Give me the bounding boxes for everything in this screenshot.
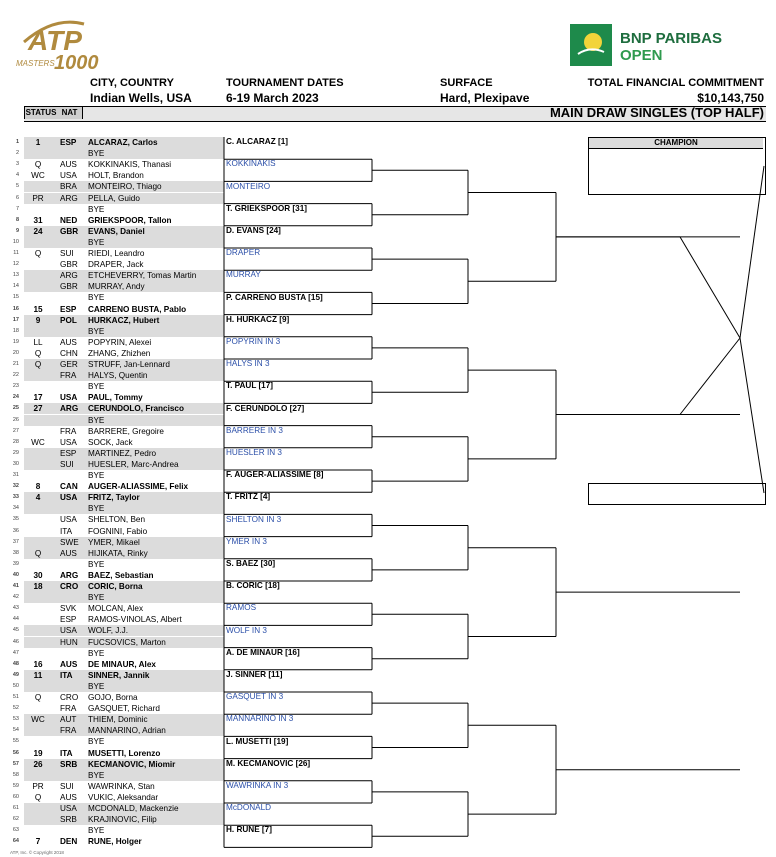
entry-player-name: GOJO, Borna: [88, 693, 138, 702]
entry-player-name: WOLF, J.J.: [88, 626, 129, 636]
bnp-logo-line1: BNP PARIBAS: [620, 30, 722, 47]
round2-winner: D. EVANS [24]: [226, 225, 281, 235]
round2-winner[interactable]: KOKKINAKIS: [226, 159, 276, 169]
champion-label: CHAMPION: [589, 138, 763, 149]
draw-position: 44: [12, 616, 19, 623]
dates-label: TOURNAMENT DATES: [226, 77, 344, 89]
entry-status: Q: [34, 249, 42, 258]
draw-position: 22: [12, 372, 19, 379]
entry-nationality: CRO: [60, 582, 79, 591]
draw-position: 57: [12, 760, 19, 767]
draw-position: 2: [15, 150, 19, 157]
draw-position: 62: [12, 816, 19, 823]
entry-nationality: SWE: [60, 537, 79, 547]
draw-position: 25: [12, 405, 19, 412]
round2-winner: B. CORIC [18]: [226, 581, 280, 591]
draw-position: 3: [15, 161, 19, 168]
bracket-line: [740, 338, 764, 493]
city-label: CITY, COUNTRY: [90, 77, 174, 89]
draw-position: 58: [12, 771, 19, 778]
entry-nationality: USA: [60, 437, 77, 447]
draw-position: 12: [12, 261, 19, 268]
entry-status: 4: [35, 493, 41, 503]
round2-winner[interactable]: WOLF IN 3: [226, 625, 267, 635]
draw-position: 45: [12, 627, 19, 634]
entry-player-name: MONTEIRO, Thiago: [88, 182, 162, 192]
draw-position: 38: [12, 549, 19, 556]
entry-player-name: EVANS, Daniel: [88, 226, 145, 236]
entry-status: Q: [34, 693, 42, 702]
round2-winner[interactable]: BARRERE IN 3: [226, 425, 283, 435]
entry-status: PR: [32, 193, 44, 203]
round2-winner: L. MUSETTI [19]: [226, 736, 289, 746]
draw-title: MAIN DRAW SINGLES (TOP HALF): [549, 105, 764, 120]
draw-position: 23: [12, 383, 19, 390]
entry-player-name: BYE: [88, 559, 105, 569]
draw-position: 4: [15, 172, 19, 179]
draw-position: 26: [12, 416, 19, 423]
entry-nationality: ITA: [60, 526, 73, 536]
entry-player-name: SHELTON, Ben: [88, 515, 146, 525]
entry-status: 1: [35, 138, 41, 147]
entry-player-name: BYE: [88, 415, 105, 425]
entry-player-name: KOKKINAKIS, Thanasi: [88, 160, 172, 170]
footer-copyright: ATP, Inc. © Copyright 2018: [10, 850, 64, 855]
draw-position: 51: [12, 694, 19, 700]
entry-nationality: FRA: [60, 726, 77, 736]
entry-player-name: KECMANOVIC, Miomir: [88, 759, 176, 769]
entry-player-name: THIEM, Dominic: [88, 715, 148, 725]
entry-status: PR: [32, 781, 44, 791]
entry-player-name: BARRERE, Gregoire: [88, 426, 164, 436]
entry-status: 31: [33, 215, 43, 225]
entry-nationality: FRA: [60, 704, 77, 714]
entry-player-name: CERUNDOLO, Francisco: [88, 404, 184, 414]
entry-status: 26: [33, 759, 43, 769]
entry-nationality: BRA: [60, 182, 77, 192]
entry-player-name: BYE: [88, 293, 105, 303]
draw-position: 15: [12, 294, 19, 301]
draw-position: 42: [12, 594, 19, 601]
draw-position: 7: [15, 205, 19, 212]
entry-nationality: USA: [60, 171, 77, 181]
draw-position: 1: [15, 139, 19, 145]
entry-status: Q: [34, 348, 42, 358]
draw-position: 47: [12, 649, 19, 656]
round2-winner[interactable]: WAWRINKA IN 3: [226, 780, 289, 790]
entry-player-name: SOCK, Jack: [88, 437, 133, 447]
round2-winner[interactable]: McDONALD: [226, 803, 272, 813]
entry-nationality: SRB: [60, 759, 78, 769]
bracket-line: [680, 338, 740, 415]
entry-player-name: GRIEKSPOOR, Tallon: [88, 215, 172, 225]
draw-position: 9: [15, 227, 19, 234]
round2-winner[interactable]: SHELTON IN 3: [226, 514, 282, 524]
entry-status: 30: [33, 570, 43, 580]
round2-winner: F. AUGER-ALIASSIME [8]: [226, 470, 324, 480]
draw-position: 19: [12, 338, 19, 345]
draw-position: 53: [12, 716, 19, 723]
draw-position: 27: [12, 427, 19, 434]
entry-player-name: ETCHEVERRY, Tomas Martin: [88, 271, 197, 281]
draw-position: 33: [12, 494, 19, 501]
draw-position: 8: [15, 216, 19, 223]
entry-player-name: VUKIC, Aleksandar: [88, 792, 159, 802]
draw-position: 34: [12, 505, 19, 512]
entry-player-name: DRAPER, Jack: [88, 260, 144, 270]
draw-position: 32: [12, 483, 19, 490]
draw-position: 14: [12, 283, 19, 290]
entry-player-name: DE MINAUR, Alex: [88, 659, 156, 669]
draw-position: 30: [12, 460, 19, 467]
draw-position: 11: [13, 250, 19, 256]
entry-nationality: SUI: [60, 459, 74, 469]
entry-player-name: HUESLER, Marc-Andrea: [88, 459, 179, 469]
draw-position: 35: [12, 516, 19, 523]
entry-nationality: ARG: [60, 570, 79, 580]
draw-position: 18: [12, 327, 19, 334]
draw-position: 39: [12, 560, 19, 567]
draw-position: 20: [12, 349, 19, 356]
draw-position: 59: [12, 782, 19, 789]
draw-position: 5: [15, 183, 19, 190]
entry-nationality: AUS: [60, 337, 77, 347]
status-column-header: STATUS: [25, 108, 57, 117]
entry-player-name: BAEZ, Sebastian: [88, 570, 154, 580]
entry-player-name: GASQUET, Richard: [88, 704, 160, 714]
entry-nationality: USA: [60, 493, 78, 503]
atp-logo-1000-text: 1000: [54, 52, 99, 74]
entry-nationality: ESP: [60, 448, 77, 458]
entry-nationality: NED: [60, 215, 78, 225]
entry-status: 7: [35, 837, 41, 847]
draw-position: 55: [12, 738, 19, 745]
entry-player-name: CORIC, Borna: [88, 582, 143, 591]
draw-position: 37: [12, 538, 19, 545]
entry-status: 17: [33, 393, 43, 403]
entry-player-name: BYE: [88, 770, 105, 780]
round2-winner: T. FRITZ [4]: [226, 492, 271, 502]
entry-nationality: CAN: [60, 482, 78, 492]
draw-position: 43: [12, 605, 19, 612]
entry-status: 18: [33, 582, 43, 591]
entry-status: Q: [34, 792, 42, 802]
entry-player-name: YMER, Mikael: [88, 537, 140, 547]
draw-position: 28: [12, 438, 19, 445]
entry-nationality: AUS: [60, 659, 78, 669]
round2-winner[interactable]: MURRAY: [226, 270, 261, 280]
entry-status: 8: [35, 482, 41, 492]
entry-nationality: ESP: [60, 304, 77, 314]
entry-nationality: CHN: [60, 348, 78, 358]
entry-nationality: SUI: [60, 781, 74, 791]
entry-player-name: RAMOS-VINOLAS, Albert: [88, 615, 182, 625]
nat-column-header: NAT: [57, 107, 83, 119]
entry-player-name: BYE: [88, 826, 105, 836]
entry-nationality: SVK: [60, 604, 77, 614]
draw-position: 48: [12, 660, 19, 667]
entry-player-name: HIJIKATA, Rinky: [88, 548, 148, 558]
entry-nationality: FRA: [60, 426, 77, 436]
entry-status: 15: [33, 304, 43, 314]
entry-player-name: MANNARINO, Adrian: [88, 726, 166, 736]
draw-position: 54: [12, 727, 19, 734]
entry-player-name: CARRENO BUSTA, Pablo: [88, 304, 187, 314]
entry-status: WC: [31, 715, 45, 725]
entry-player-name: PAUL, Tommy: [88, 393, 143, 403]
entry-nationality: AUT: [60, 715, 77, 725]
entry-player-name: HALYS, Quentin: [88, 371, 148, 381]
round2-winner[interactable]: DRAPER: [226, 248, 261, 258]
financial-value: $10,143,750: [697, 91, 764, 105]
entry-player-name: WAWRINKA, Stan: [88, 781, 155, 791]
entry-nationality: ARG: [60, 271, 78, 281]
round2-winner: A. DE MINAUR [16]: [226, 647, 300, 657]
entry-nationality: USA: [60, 515, 77, 525]
atp-logo-masters-text: MASTERS: [16, 59, 55, 68]
draw-position: 52: [12, 705, 19, 712]
entry-status: 19: [33, 748, 43, 758]
draw-position: 50: [12, 682, 19, 689]
draw-position: 61: [12, 805, 19, 811]
round2-winner[interactable]: POPYRIN IN 3: [226, 336, 281, 346]
entry-nationality: ARG: [60, 193, 78, 203]
entry-player-name: RIEDI, Leandro: [88, 249, 145, 258]
entry-status: WC: [31, 437, 45, 447]
draw-position: 16: [12, 305, 19, 312]
finalist-box: [588, 483, 766, 505]
entry-status: 24: [33, 226, 43, 236]
draw-position: 64: [12, 838, 19, 845]
draw-position: 49: [12, 671, 19, 678]
round2-winner: H. HURKACZ [9]: [226, 314, 290, 324]
entry-nationality: USA: [60, 393, 78, 403]
draw-position: 29: [12, 449, 19, 456]
entry-player-name: BYE: [88, 149, 105, 159]
entry-player-name: BYE: [88, 204, 105, 214]
atp-logo-text: ATP: [28, 25, 82, 56]
entry-nationality: GBR: [60, 226, 79, 236]
entry-nationality: USA: [60, 626, 77, 636]
entry-player-name: BYE: [88, 504, 105, 514]
round2-winner[interactable]: HUESLER IN 3: [226, 447, 282, 457]
entry-nationality: USA: [60, 804, 77, 813]
entry-nationality: ITA: [60, 670, 73, 680]
round2-winner: P. CARRENO BUSTA [15]: [226, 292, 323, 302]
entry-status: LL: [33, 337, 43, 347]
entry-status: 9: [35, 315, 41, 325]
entry-nationality: CRO: [60, 693, 79, 702]
entry-nationality: SRB: [60, 815, 77, 825]
draw-position: 31: [12, 472, 19, 478]
entry-player-name: RUNE, Holger: [88, 837, 142, 847]
entry-nationality: GER: [60, 360, 78, 369]
draw-position: 41: [12, 583, 19, 589]
entry-player-name: BYE: [88, 326, 105, 336]
entry-status: 27: [33, 404, 43, 414]
entry-player-name: HOLT, Brandon: [88, 171, 144, 181]
round2-winner[interactable]: GASQUET IN 3: [226, 692, 284, 702]
draw-position: 36: [12, 527, 19, 534]
round2-winner: T. GRIEKSPOOR [31]: [226, 203, 307, 213]
draw-position: 10: [12, 238, 19, 245]
draw-position: 13: [12, 272, 19, 279]
draw-position: 60: [12, 793, 19, 800]
entry-player-name: BYE: [88, 237, 105, 247]
entry-player-name: MOLCAN, Alex: [88, 604, 144, 614]
entry-player-name: FRITZ, Taylor: [88, 493, 140, 503]
entry-player-name: MURRAY, Andy: [88, 282, 145, 292]
round2-winner[interactable]: HALYS IN 3: [226, 359, 270, 369]
dates-value: 6-19 March 2023: [226, 91, 319, 105]
city-value: Indian Wells, USA: [90, 91, 192, 105]
entry-nationality: GBR: [60, 282, 78, 292]
bracket-line: [680, 237, 740, 338]
draw-position: 63: [12, 827, 19, 834]
entry-nationality: FRA: [60, 371, 77, 381]
bnp-logo-line2: OPEN: [620, 47, 663, 64]
entry-nationality: GBR: [60, 260, 78, 270]
surface-label: SURFACE: [440, 77, 493, 89]
draw-position: 17: [12, 316, 19, 323]
entry-player-name: HURKACZ, Hubert: [88, 315, 160, 325]
entry-nationality: AUS: [60, 548, 77, 558]
round2-winner: F. CERUNDOLO [27]: [226, 403, 305, 413]
entry-nationality: ARG: [60, 404, 79, 414]
entry-nationality: AUS: [60, 792, 77, 802]
entry-player-name: PELLA, Guido: [88, 193, 140, 203]
entry-player-name: KRAJINOVIC, Filip: [88, 815, 157, 825]
entry-player-name: BYE: [88, 593, 105, 603]
round2-winner: C. ALCARAZ [1]: [226, 137, 289, 147]
entry-status: Q: [34, 160, 42, 170]
draw-position: 40: [12, 571, 19, 578]
round2-winner: M. KECMANOVIC [26]: [226, 758, 311, 768]
entry-nationality: DEN: [60, 837, 78, 847]
draw-position: 24: [12, 394, 19, 401]
draw-position: 56: [12, 749, 19, 756]
entry-nationality: AUS: [60, 160, 77, 170]
entry-player-name: FUCSOVICS, Marton: [88, 637, 166, 647]
entry-player-name: BYE: [88, 648, 105, 658]
entry-nationality: SUI: [60, 249, 74, 258]
entry-status: Q: [34, 360, 42, 369]
entry-nationality: ITA: [60, 748, 73, 758]
draw-position: 6: [15, 194, 19, 201]
round2-winner[interactable]: MANNARINO IN 3: [226, 714, 294, 724]
entry-status: 11: [33, 670, 43, 680]
entry-nationality: POL: [60, 315, 77, 325]
entry-status: Q: [34, 548, 42, 558]
entry-player-name: POPYRIN, Alexei: [88, 337, 152, 347]
entry-player-name: BYE: [88, 681, 105, 691]
draw-position: 46: [12, 638, 19, 645]
entry-player-name: MCDONALD, Mackenzie: [88, 804, 179, 813]
round2-winner: H. RUNE [7]: [226, 825, 272, 835]
entry-nationality: HUN: [60, 637, 78, 647]
entry-player-name: MARTINEZ, Pedro: [88, 448, 157, 458]
round2-winner: S. BAEZ [30]: [226, 558, 276, 568]
entry-status: 16: [33, 659, 43, 669]
round2-winner: T. PAUL [17]: [226, 381, 274, 391]
round2-winner[interactable]: RAMOS: [226, 603, 257, 613]
entry-player-name: STRUFF, Jan-Lennard: [88, 360, 170, 369]
round2-winner[interactable]: MONTEIRO: [226, 181, 271, 191]
entry-status: WC: [31, 171, 45, 181]
round2-winner: J. SINNER [11]: [226, 669, 283, 679]
entry-player-name: BYE: [88, 737, 105, 747]
entry-player-name: AUGER-ALIASSIME, Felix: [88, 482, 189, 492]
entry-player-name: ALCARAZ, Carlos: [88, 138, 158, 147]
entry-player-name: MUSETTI, Lorenzo: [88, 748, 161, 758]
entry-player-name: SINNER, Jannik: [88, 670, 150, 680]
entry-nationality: ESP: [60, 615, 77, 625]
entry-player-name: ZHANG, Zhizhen: [88, 348, 151, 358]
financial-label: TOTAL FINANCIAL COMMITMENT: [587, 77, 764, 89]
entry-nationality: ESP: [60, 138, 77, 147]
draw-position: 21: [12, 361, 19, 367]
round2-winner[interactable]: YMER IN 3: [226, 536, 267, 546]
entry-player-name: BYE: [88, 471, 105, 480]
surface-value: Hard, Plexipave: [440, 91, 530, 105]
entry-player-name: BYE: [88, 382, 105, 392]
entry-player-name: FOGNINI, Fabio: [88, 526, 148, 536]
